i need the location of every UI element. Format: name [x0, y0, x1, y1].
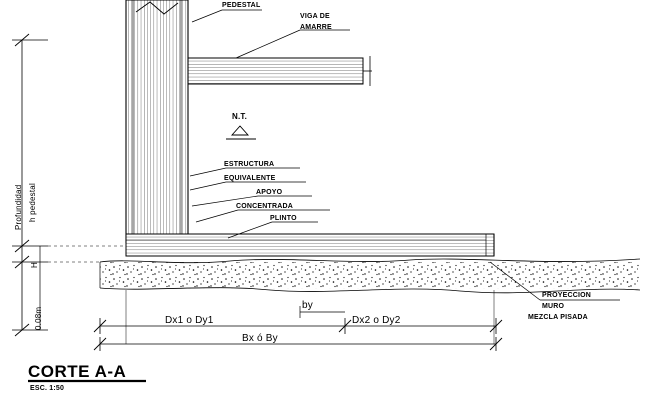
drawing-title: CORTE A-A [28, 362, 127, 381]
label-h-pedestal: h pedestal [28, 183, 37, 222]
label-thickness: 0.08m [34, 306, 43, 330]
bottom-dimension-chain [94, 290, 502, 351]
soil-bed [100, 259, 640, 293]
level-mark-symbol [226, 126, 256, 139]
callout-viga-amarre-line2: AMARRE [300, 24, 332, 31]
callout-estructura: ESTRUCTURA [224, 161, 275, 168]
dimension-bx-by: Bx ó By [242, 333, 278, 344]
callout-plinto: PLINTO [270, 215, 297, 222]
callout-concentrada: CONCENTRADA [236, 203, 294, 210]
callout-equivalente: EQUIVALENTE [224, 175, 276, 182]
label-level-mark: N.T. [232, 112, 248, 121]
callout-proyeccion: PROYECCION [542, 292, 592, 299]
label-h-mark: H [30, 262, 39, 268]
tie-beam [188, 56, 372, 86]
drawing-scale-note: ESC. 1:50 [30, 385, 65, 392]
callout-apoyo: APOYO [256, 189, 283, 196]
label-profundidad: Profundidad [14, 184, 23, 230]
callout-viga-amarre-line1: VIGA DE [300, 13, 330, 20]
callout-mezcla-pisada: MEZCLA PISADA [528, 314, 588, 321]
dimension-by: by [302, 300, 313, 311]
dimension-dx2-dy2: Dx2 o Dy2 [352, 315, 401, 326]
pedestal-column [126, 0, 188, 243]
callout-pedestal: PEDESTAL [222, 2, 261, 9]
callout-muro: MURO [542, 303, 565, 310]
footing-slab [126, 234, 494, 256]
dimension-dx1-dy1: Dx1 o Dy1 [165, 315, 214, 326]
